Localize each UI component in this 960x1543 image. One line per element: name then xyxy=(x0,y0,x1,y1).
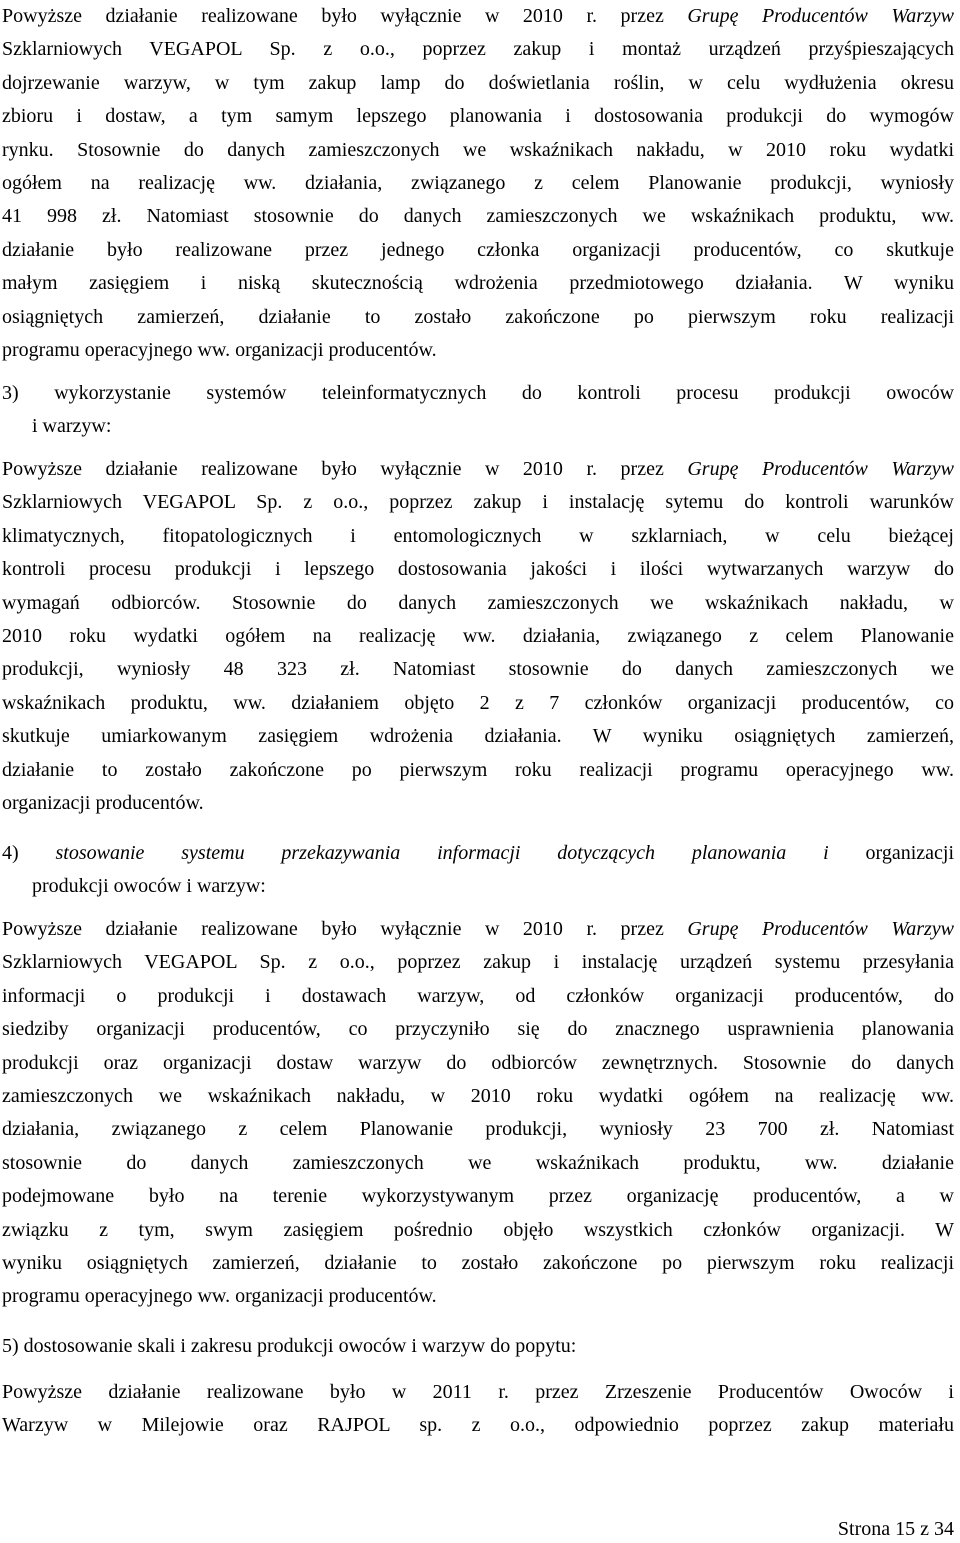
paragraph-3-line xyxy=(2,587,954,621)
paragraph-4-line xyxy=(2,980,954,1014)
text-run: , poprzez zakup i montaż urządzeń przyśpieszających xyxy=(389,38,954,61)
text-run: kontroli procesu produkcji i lepszego dostosowania jakości i ilości wytwarzanych warzyw do xyxy=(2,558,954,581)
paragraph-1-line xyxy=(2,100,954,134)
paragraph-1-line xyxy=(2,267,954,301)
list-number: 5) xyxy=(2,1335,19,1357)
list-item-text: wykorzystanie systemów teleinformatycznych do kontroli procesu produkcji owoców xyxy=(54,382,955,404)
list-item-text: i warzyw: xyxy=(32,415,112,437)
text-run: działania, związanego z celem Planowanie produkcji, wyniosły 23 700 zł. Natomiast xyxy=(2,1118,954,1141)
text-run: produkcji oraz organizacji dostaw warzyw do odbiorców zewnętrznych. Stosownie do danych xyxy=(2,1051,954,1074)
paragraph-1-line xyxy=(2,301,954,335)
text-run: działanie to zostało zakończone po pierwszym roku realizacji programu operacyjnego ww. xyxy=(2,758,954,781)
text-run: siedziby organizacji producentów, co przyczyniło się do znacznego usprawnienia planowania xyxy=(2,1018,954,1041)
text-run: organizacji producentów. xyxy=(2,792,204,814)
text-run: dojrzewanie warzyw, w tym zakup lamp do doświetlania roślin, w celu wydłużenia okresu xyxy=(2,71,954,94)
paragraph-4-line xyxy=(2,1013,954,1047)
text-run: informacji o produkcji i dostawach warzyw, od członków organizacji producentów, do xyxy=(2,984,954,1007)
text-run: Grupę Producentów Warzyw xyxy=(687,918,954,940)
text-run: osiągniętych zamierzeń, działanie to zostało zakończone po pierwszym roku realizacji xyxy=(2,305,954,328)
text-run: Powyższe działanie realizowane było w 2011 r. przez Zrzeszenie Producentów Owoców i xyxy=(2,1381,954,1403)
paragraph-3-line xyxy=(2,620,954,654)
text-run: Szklarniowych VEGAPOL Sp. z o.o., poprzez zakup i instalację urządzeń systemu przesyłania xyxy=(2,951,954,974)
text-run: wyniku osiągniętych zamierzeń, działanie to zostało zakończone po pierwszym roku realizacji xyxy=(2,1252,954,1274)
text-run: Powyższe działanie realizowane było wyłącznie w 2010 r. przez xyxy=(2,458,688,480)
paragraph-1-line xyxy=(2,167,954,201)
paragraph-4-line xyxy=(2,1113,954,1147)
text-run: 2010 roku wydatki ogółem na realizację ww. działania, związanego z celem Planowanie xyxy=(2,625,954,647)
paragraph-3-line xyxy=(2,486,954,520)
paragraph-5-line xyxy=(2,1376,954,1410)
text-run: zbioru i dostaw, a tym samym lepszego planowania i dostosowania produkcji do wymogów xyxy=(2,105,954,128)
paragraph-3-line xyxy=(2,787,954,821)
text-run: Warzyw w Milejowie oraz RAJPOL sp. z o.o., odpowiednio poprzez zakup materiału xyxy=(2,1414,954,1437)
list-item-4 xyxy=(2,837,954,871)
list-number: 3) xyxy=(2,382,19,404)
list-number: 4) xyxy=(2,842,19,864)
text-run: Powyższe działanie realizowane było wyłącznie w 2010 r. przez xyxy=(2,918,688,940)
text-run: Szklarniowych VEGAPOL Sp. z o.o., poprzez zakup i instalację sytemu do kontroli warunków xyxy=(2,491,954,514)
text-run: Szklarniowych VEGAPOL Sp. z o.o. xyxy=(2,38,390,61)
paragraph-4-line xyxy=(2,1047,954,1081)
paragraph-4-line xyxy=(2,1180,954,1214)
paragraph-4-line xyxy=(2,946,954,980)
paragraph-4-line xyxy=(2,1214,954,1248)
list-item-4-continuation xyxy=(32,870,954,904)
list-item-3 xyxy=(2,377,954,411)
paragraph-4-line xyxy=(2,1147,954,1181)
text-run: związku z tym, swym zasięgiem pośrednio objęło wszystkich członków organizacji. W xyxy=(2,1218,954,1241)
paragraph-4-line xyxy=(2,913,954,947)
spacer xyxy=(19,842,56,864)
paragraph-1-line xyxy=(2,134,954,168)
text-run: produkcji, wyniosły 48 323 zł. Natomiast stosownie do danych zamieszczonych we xyxy=(2,658,954,681)
paragraph-3-line xyxy=(2,520,954,554)
paragraph-3-line xyxy=(2,453,954,487)
paragraph-3-line xyxy=(2,720,954,754)
list-item-text: produkcji owoców i warzyw: xyxy=(32,875,266,897)
paragraph-3-line xyxy=(2,653,954,687)
paragraph-3-line xyxy=(2,553,954,587)
paragraph-3-line xyxy=(2,754,954,788)
paragraph-1-line xyxy=(2,200,954,234)
text-run: rynku. Stosownie do danych zamieszczonych we wskaźnikach nakładu, w 2010 roku wydatki xyxy=(2,138,954,161)
spacer xyxy=(19,382,55,404)
paragraph-4-line xyxy=(2,1247,954,1281)
text-run: 41 998 zł. Natomiast stosownie do danych zamieszczonych we wskaźnikach produktu, ww. xyxy=(2,205,954,228)
paragraph-4-line xyxy=(2,1080,954,1114)
text-run: Grupę Producentów Warzyw xyxy=(687,5,954,27)
paragraph-1-line xyxy=(2,234,954,268)
paragraph-4-line xyxy=(2,1280,954,1314)
page-number: Strona 15 z 34 xyxy=(837,1518,954,1540)
text-run: działanie było realizowane przez jednego członka organizacji producentów, co skutkuje xyxy=(2,238,954,261)
text-run: Powyższe działanie realizowane było wyłącznie w 2010 r. przez xyxy=(2,5,688,27)
text-run: wskaźnikach produktu, ww. działaniem objęto 2 z 7 członków organizacji producentów, co xyxy=(2,691,954,714)
text-run: stosownie do danych zamieszczonych we wskaźnikach produktu, ww. działanie xyxy=(2,1151,954,1174)
paragraph-5-line xyxy=(2,1409,954,1443)
text-run: klimatycznych, fitopatologicznych i entomologicznych w szklarniach, w celu bieżącej xyxy=(2,524,954,547)
text-run: wymagań odbiorców. Stosownie do danych zamieszczonych we wskaźnikach nakładu, w xyxy=(2,591,954,614)
text-run: ogółem na realizację ww. działania, związanego z celem Planowanie produkcji, wyniosły xyxy=(2,172,954,194)
text-run: zamieszczonych we wskaźnikach nakładu, w 2010 roku wydatki ogółem na realizację ww. xyxy=(2,1085,954,1107)
paragraph-1-line xyxy=(2,0,954,34)
paragraph-1-line xyxy=(2,33,954,67)
paragraph-3-line xyxy=(2,687,954,721)
list-item-text-italic: stosowanie systemu przekazywania informacji dotyczących planowania i xyxy=(55,842,829,864)
list-item-text: dostosowanie skali i zakresu produkcji owoców i warzyw do popytu: xyxy=(23,1335,577,1357)
text-run: programu operacyjnego ww. organizacji producentów. xyxy=(2,339,437,361)
list-item-5 xyxy=(2,1330,954,1364)
paragraph-1-line xyxy=(2,67,954,101)
text-run: skutkuje umiarkowanym zasięgiem wdrożenia działania. W wyniku osiągniętych zamierzeń, xyxy=(2,725,954,748)
text-run: małym zasięgiem i niską skutecznością wdrożenia przedmiotowego działania. W wyniku xyxy=(2,272,954,295)
list-item-text: organizacji xyxy=(828,842,954,864)
text-run: Grupę Producentów Warzyw xyxy=(687,458,954,480)
paragraph-1-line xyxy=(2,334,954,368)
list-item-3-continuation xyxy=(32,410,954,444)
text-run: podejmowane było na terenie wykorzystywanym przez organizację producentów, a w xyxy=(2,1185,954,1208)
text-run: programu operacyjnego ww. organizacji producentów. xyxy=(2,1285,437,1308)
